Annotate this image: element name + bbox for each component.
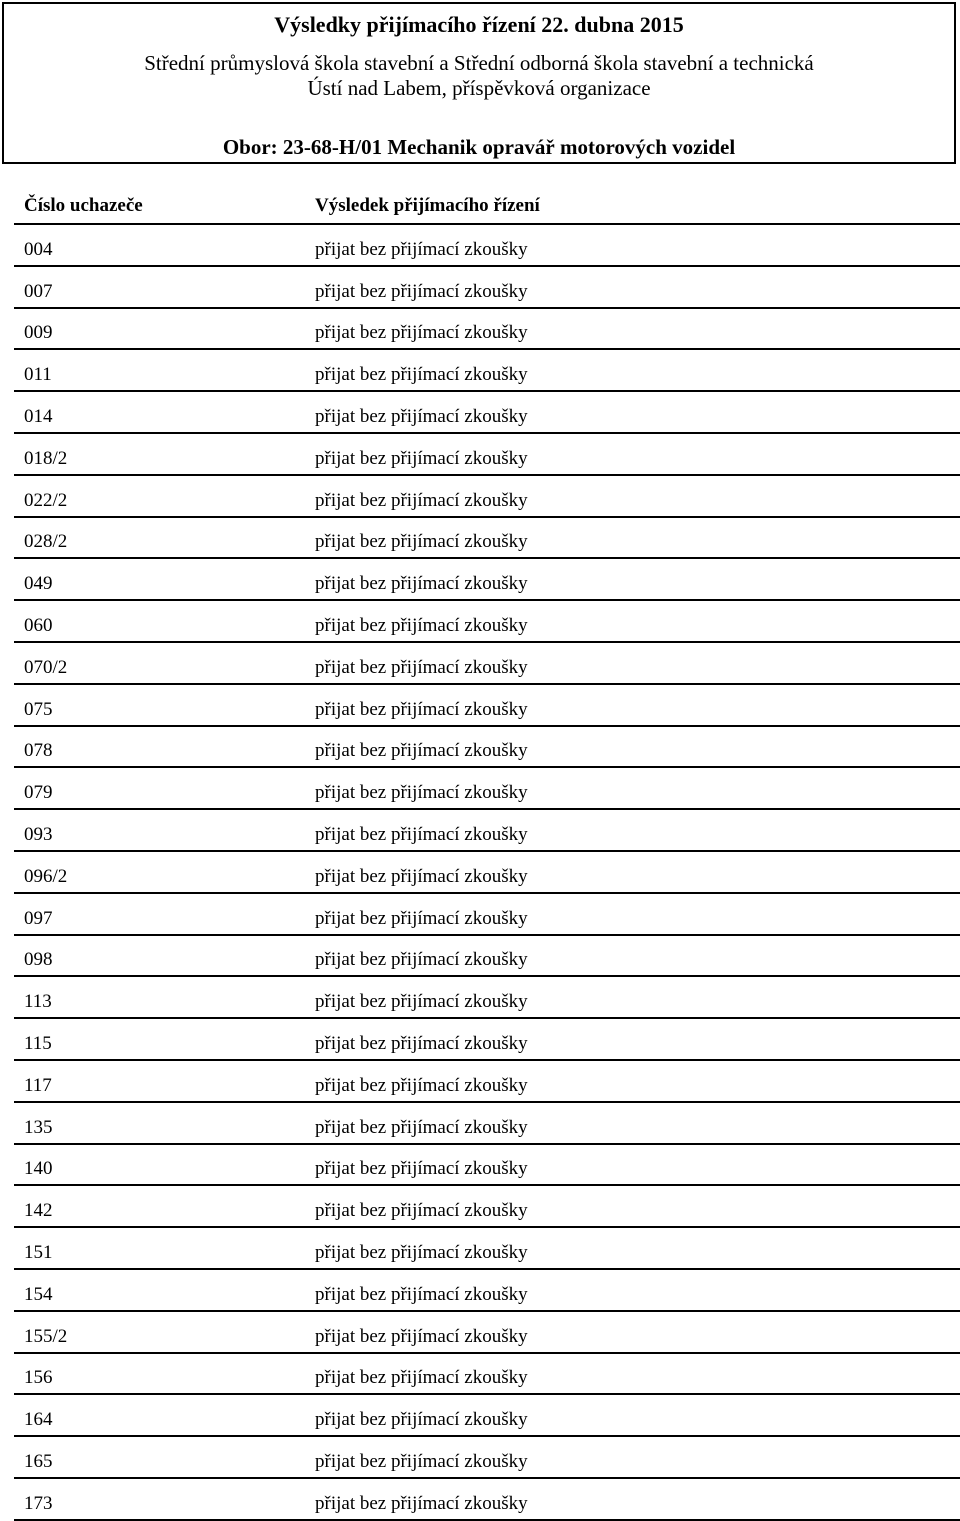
table-row <box>14 1061 960 1103</box>
admission-result: přijat bez přijímací zkoušky <box>315 656 528 678</box>
school-name-line-2: Ústí nad Labem, příspěvková organizace <box>307 76 651 100</box>
column-header-applicant-number: Číslo uchazeče <box>24 195 143 216</box>
table-row <box>14 852 960 894</box>
table-row <box>14 476 960 518</box>
admission-result: přijat bez přijímací zkoušky <box>315 782 528 804</box>
table-row <box>14 1395 960 1437</box>
table-row <box>14 1312 960 1354</box>
admission-result: přijat bez přijímací zkoušky <box>315 1241 528 1263</box>
table-row <box>14 434 960 476</box>
admission-result: přijat bez přijímací zkoušky <box>315 447 528 469</box>
table-row <box>14 1228 960 1270</box>
applicant-number: 098 <box>24 949 53 971</box>
applicant-number: 165 <box>24 1450 53 1472</box>
applicant-number: 173 <box>24 1492 53 1514</box>
applicant-number: 018/2 <box>24 447 68 469</box>
table-row <box>14 685 960 727</box>
table-row <box>14 1019 960 1061</box>
admission-result: přijat bez přijímací zkoušky <box>315 1200 528 1222</box>
applicant-number: 113 <box>24 991 52 1013</box>
table-row <box>14 1479 960 1521</box>
table-row <box>14 309 960 351</box>
applicant-number: 156 <box>24 1367 53 1389</box>
table-row <box>14 1145 960 1187</box>
admission-result: přijat bez přijímací zkoušky <box>315 949 528 971</box>
admission-result: přijat bez přijímací zkoušky <box>315 823 528 845</box>
applicant-number: 155/2 <box>24 1325 68 1347</box>
applicant-number: 164 <box>24 1409 53 1431</box>
applicant-number: 007 <box>24 280 53 302</box>
applicant-number: 093 <box>24 823 53 845</box>
admission-result: přijat bez přijímací zkoušky <box>315 1074 528 1096</box>
applicant-number: 117 <box>24 1074 52 1096</box>
admission-result: přijat bez přijímací zkoušky <box>315 698 528 720</box>
table-row <box>14 1270 960 1312</box>
table-row <box>14 518 960 560</box>
admission-result: přijat bez přijímací zkoušky <box>315 1450 528 1472</box>
admission-result: přijat bez přijímací zkoušky <box>315 1325 528 1347</box>
school-name-line-1: Střední průmyslová škola stavební a Střední odborná škola stavební a technická <box>144 51 814 75</box>
applicant-number: 014 <box>24 405 53 427</box>
table-row <box>14 601 960 643</box>
page-title: Výsledky přijímacího řízení 22. dubna 2015 <box>274 12 684 37</box>
admission-result: přijat bez přijímací zkoušky <box>315 489 528 511</box>
applicant-number: 060 <box>24 614 53 636</box>
table-row <box>14 810 960 852</box>
table-row <box>14 1103 960 1145</box>
applicant-number: 135 <box>24 1116 53 1138</box>
applicant-number: 049 <box>24 573 53 595</box>
admission-result: přijat bez přijímací zkoušky <box>315 1492 528 1514</box>
field-of-study: Obor: 23-68-H/01 Mechanik opravář motorových vozidel <box>222 135 736 159</box>
admission-result: přijat bez přijímací zkoušky <box>315 573 528 595</box>
table-row <box>14 225 960 267</box>
admission-result: přijat bez přijímací zkoušky <box>315 991 528 1013</box>
table-row <box>14 559 960 601</box>
table-row <box>14 1186 960 1228</box>
table-body <box>14 225 960 1521</box>
admission-result: přijat bez přijímací zkoušky <box>315 907 528 929</box>
applicant-number: 028/2 <box>24 531 68 553</box>
applicant-number: 142 <box>24 1200 53 1222</box>
admission-result: přijat bez přijímací zkoušky <box>315 364 528 386</box>
admission-result: přijat bez přijímací zkoušky <box>315 1367 528 1389</box>
admission-result: přijat bez přijímací zkoušky <box>315 1409 528 1431</box>
admission-result: přijat bez přijímací zkoušky <box>315 1158 528 1180</box>
applicant-number: 004 <box>24 238 53 260</box>
applicant-number: 154 <box>24 1283 53 1305</box>
applicant-number: 151 <box>24 1241 53 1263</box>
applicant-number: 009 <box>24 322 53 344</box>
applicant-number: 140 <box>24 1158 53 1180</box>
applicant-number: 075 <box>24 698 53 720</box>
table-row <box>14 1354 960 1396</box>
table-row <box>14 1437 960 1479</box>
applicant-number: 022/2 <box>24 489 68 511</box>
admission-result: přijat bez přijímací zkoušky <box>315 740 528 762</box>
table-row <box>14 894 960 936</box>
applicant-number: 096/2 <box>24 865 68 887</box>
admission-result: přijat bez přijímací zkoušky <box>315 405 528 427</box>
table-row <box>14 768 960 810</box>
admission-result: přijat bez přijímací zkoušky <box>315 1032 528 1054</box>
admission-result: přijat bez přijímací zkoušky <box>315 531 528 553</box>
applicant-number: 079 <box>24 782 53 804</box>
applicant-number: 011 <box>24 364 52 386</box>
table-row <box>14 643 960 685</box>
table-row <box>14 350 960 392</box>
table-row <box>14 936 960 978</box>
admission-result: přijat bez přijímací zkoušky <box>315 1116 528 1138</box>
applicant-number: 097 <box>24 907 53 929</box>
table-row <box>14 727 960 769</box>
table-row <box>14 267 960 309</box>
admission-result: přijat bez přijímací zkoušky <box>315 1283 528 1305</box>
applicant-number: 070/2 <box>24 656 68 678</box>
applicant-number: 115 <box>24 1032 52 1054</box>
document-header <box>2 2 956 164</box>
table-header-row <box>14 185 960 225</box>
admission-result: přijat bez přijímací zkoušky <box>315 280 528 302</box>
table-row <box>14 392 960 434</box>
column-header-result: Výsledek přijímacího řízení <box>315 195 540 216</box>
admission-result: přijat bez přijímací zkoušky <box>315 865 528 887</box>
admission-result: přijat bez přijímací zkoušky <box>315 614 528 636</box>
results-table <box>14 185 960 1521</box>
admission-result: přijat bez přijímací zkoušky <box>315 322 528 344</box>
applicant-number: 078 <box>24 740 53 762</box>
table-row <box>14 977 960 1019</box>
admission-result: přijat bez přijímací zkoušky <box>315 238 528 260</box>
